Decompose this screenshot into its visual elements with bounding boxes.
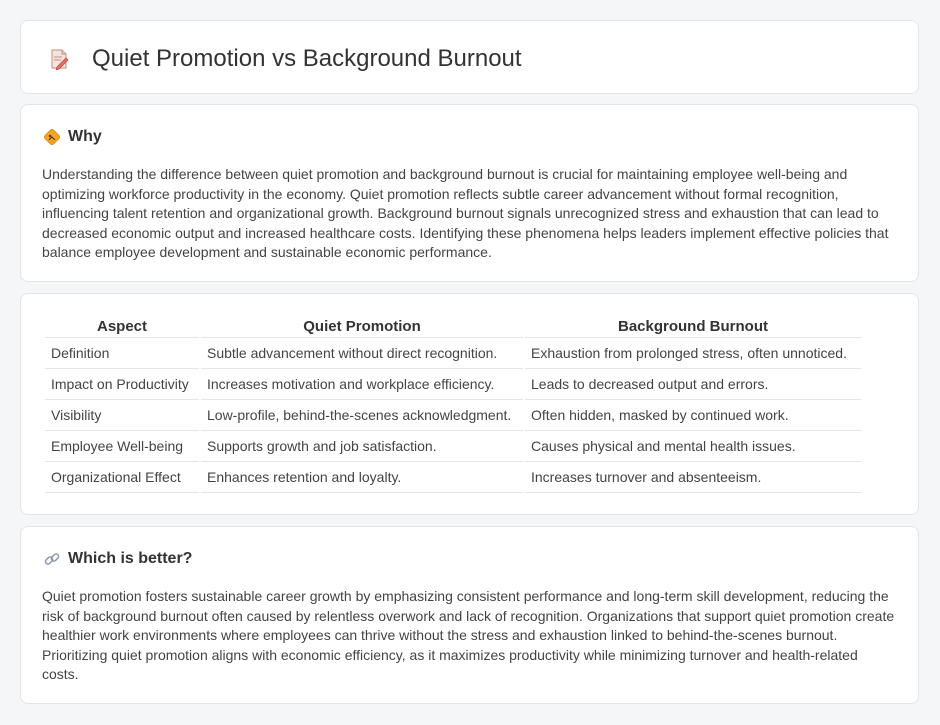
table-cell: Exhaustion from prolonged stress, often unnoticed. [525, 338, 861, 369]
warning-sign-icon [43, 128, 61, 146]
page-title: Quiet Promotion vs Background Burnout [92, 45, 522, 72]
why-body: Understanding the difference between quiet promotion and background burnout is crucial for maintaining employee well-being and optimizing workforce productivity in the economy. Quiet promotion reflects subtle career advancement without formal recognition, influencing talent retention and organizational growth. Background burnout signals unrecognized stress and exhaustion that can lead to decreased economic output and increased healthcare costs. Identifying these phenomena helps leaders implement effective policies that balance employee development and sustainable economic performance. [42, 166, 889, 261]
link-icon [43, 550, 61, 568]
title-card [20, 20, 919, 94]
table-cell: Impact on Productivity [45, 369, 199, 400]
table-cell: Increases turnover and absenteeism. [525, 462, 861, 493]
table-row [45, 338, 861, 369]
table-row [45, 400, 861, 431]
better-title: Which is better? [68, 550, 193, 567]
table-cell: Causes physical and mental health issues. [525, 431, 861, 462]
why-title: Why [68, 128, 102, 145]
table-cell: Supports growth and job satisfaction. [201, 431, 523, 462]
which-is-better-card [20, 526, 919, 704]
table-cell: Low-profile, behind-the-scenes acknowledgment. [201, 400, 523, 431]
table-cell: Often hidden, masked by continued work. [525, 400, 861, 431]
table-cell: Organizational Effect [45, 462, 199, 493]
header-background-burnout: Background Burnout [525, 316, 861, 338]
better-heading [43, 549, 192, 569]
document-edit-icon [48, 48, 70, 70]
table-cell: Definition [45, 338, 199, 369]
why-heading [43, 127, 102, 147]
table-cell: Employee Well-being [45, 431, 199, 462]
header-quiet-promotion: Quiet Promotion [201, 316, 523, 338]
header-aspect: Aspect [45, 316, 199, 338]
why-card [20, 104, 919, 282]
table-row [45, 462, 861, 493]
table-cell: Enhances retention and loyalty. [201, 462, 523, 493]
better-body: Quiet promotion fosters sustainable career growth by emphasizing consistent performance and long-term skill development, reducing the risk of background burnout often caused by relentless overwork and lack of recognition. Organizations that support quiet promotion create healthier work environments where employees can thrive without the stress and exhaustion linked to behind-the-scenes burnout. Prioritizing quiet promotion aligns with economic efficiency, as it maximizes productivity while minimizing turnover and health-related costs. [42, 588, 895, 683]
table-row [45, 369, 861, 400]
comparison-card [20, 293, 919, 515]
table-cell: Leads to decreased output and errors. [525, 369, 861, 400]
table-header-row [45, 316, 861, 338]
table-cell: Visibility [45, 400, 199, 431]
table-cell: Subtle advancement without direct recognition. [201, 338, 523, 369]
table-cell: Increases motivation and workplace efficiency. [201, 369, 523, 400]
table-row [45, 431, 861, 462]
comparison-table [43, 316, 863, 493]
